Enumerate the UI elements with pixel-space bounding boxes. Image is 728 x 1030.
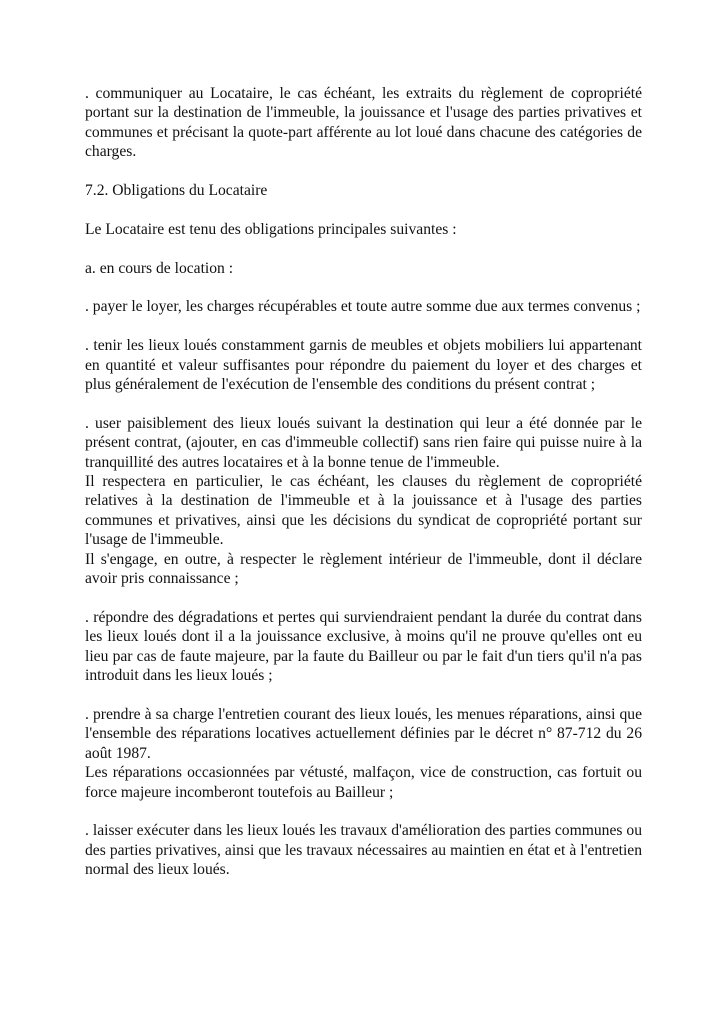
paragraph-laisser-executer-travaux: . laisser exécuter dans les lieux loués les travaux d'amélioration des parties communes ou des parties privatives, ainsi que les travaux nécessaires au maintien en état et à l'entretien normal des lieux loués. [85, 822, 642, 879]
paragraph-payer-loyer: . payer le loyer, les charges récupérables et toute autre somme due aux termes convenus ; [85, 298, 641, 316]
subheading-en-cours-de-location: a. en cours de location : [85, 259, 234, 277]
paragraph-communiquer-extraits: . communiquer au Locataire, le cas échéant, les extraits du règlement de copropriété portant sur la destination de l'immeuble, la jouissance et l'usage des parties privatives et communes et précisant la quote-part afférente au lot loué dans chacune des catégories de charges. [85, 85, 642, 161]
paragraph-reglement-copropriete: Il respectera en particulier, le cas échéant, les clauses du règlement de copropriété relatives à la destination de l'immeuble et à la jouissance et à l'usage des parties communes et privatives, ainsi que les décisions du syndicat de copropriété portant sur l'usage de l'immeuble. [85, 473, 642, 549]
paragraph-tenir-lieux-garnis: . tenir les lieux loués constamment garnis de meubles et objets mobiliers lui appartenant en quantité et valeur suffisantes pour répondre du paiement du loyer et des charges et plus généralement de l'exécution de l'ensemble des conditions du présent contrat ; [85, 337, 642, 394]
paragraph-user-paisiblement: . user paisiblement des lieux loués suivant la destination qui leur a été donnée par le présent contrat, (ajouter, en cas d'immeuble collectif) sans rien faire qui puisse nuire à la tranquillité des autres locataires et à la bonne tenue de l'immeuble. [85, 414, 642, 471]
document-page [85, 84, 642, 899]
paragraph-reparations-bailleur: Les réparations occasionnées par vétusté, malfaçon, vice de construction, cas fortuit ou force majeure incomberont toutefois au Bailleur ; [85, 764, 642, 801]
paragraph-entretien-courant: . prendre à sa charge l'entretien courant des lieux loués, les menues réparations, ainsi que l'ensemble des réparations locatives actuellement définies par le décret n° 87-712 du 26 août 1987. [85, 705, 642, 762]
paragraph-obligations-intro: Le Locataire est tenu des obligations principales suivantes : [85, 220, 457, 238]
paragraph-repondre-degradations: . répondre des dégradations et pertes qui surviendraient pendant la durée du contrat dans les lieux loués dont il a la jouissance exclusive, à moins qu'il ne prouve qu'elles ont eu lieu par cas de faute majeure, par la faute du Bailleur ou par le fait d'un tiers qu'il n'a pas introduit dans les lieux loués ; [85, 608, 642, 685]
paragraph-reglement-interieur: Il s'engage, en outre, à respecter le règlement intérieur de l'immeuble, dont il déclare avoir pris connaissance ; [85, 550, 642, 588]
section-heading-obligations-locataire: 7.2. Obligations du Locataire [85, 182, 268, 200]
